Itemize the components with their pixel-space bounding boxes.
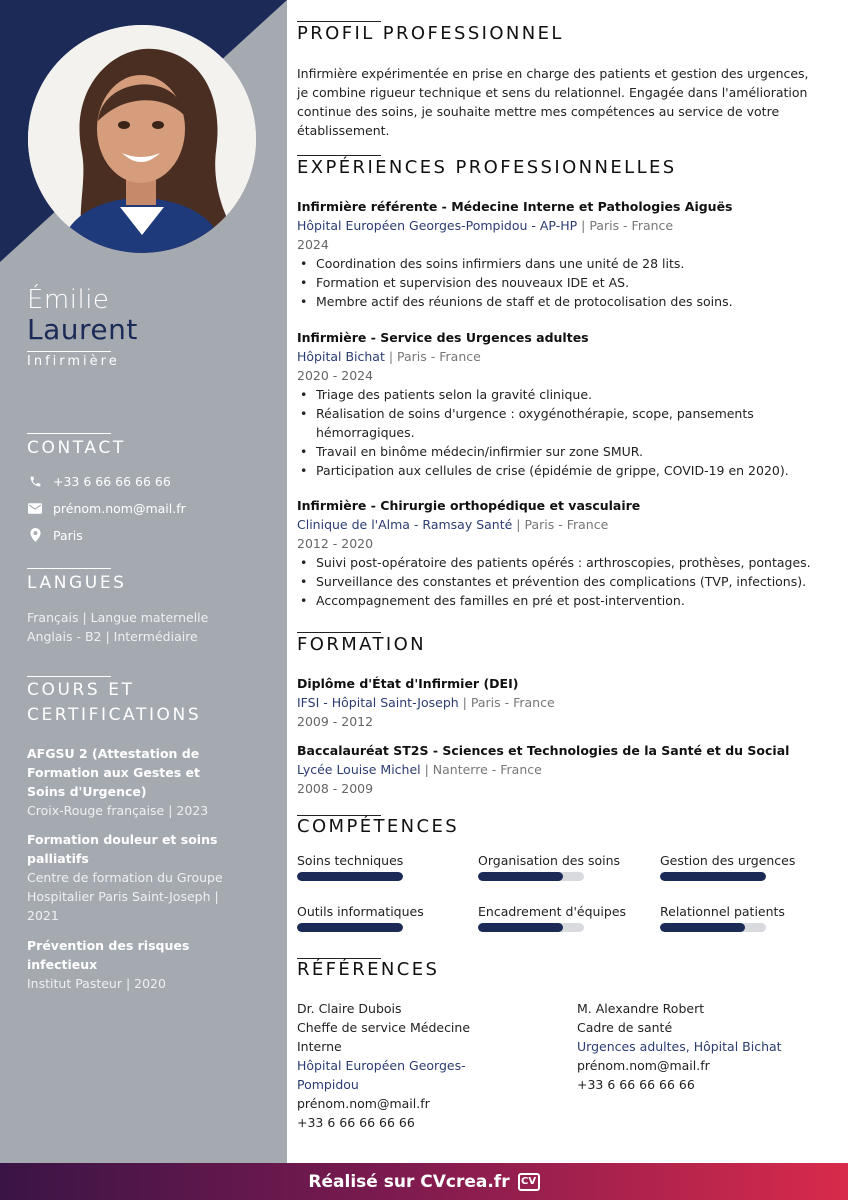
contact-phone-text: +33 6 66 66 66 66: [53, 473, 171, 489]
profile-divider: [297, 21, 381, 22]
sidebar: [0, 0, 287, 1163]
cert-item: [27, 936, 242, 993]
references-heading: RÉFÉRENCES: [297, 959, 440, 980]
experience-title: Infirmière - Service des Urgences adultes: [297, 330, 589, 345]
skill-bar: [660, 923, 766, 932]
experience-item: [297, 496, 827, 610]
languages-divider: [27, 568, 111, 569]
mail-icon: [27, 500, 43, 516]
contact-location: [27, 526, 83, 544]
skill-bar-fill: [478, 872, 563, 881]
experience-date: 2020 - 2024: [297, 368, 374, 383]
contact-email-text: prénom.nom@mail.fr: [53, 500, 186, 516]
experience-bullets: [297, 254, 827, 311]
cert-title: AFGSU 2 (Attestation de Formation aux Gestes et Soins d'Urgence): [27, 746, 200, 799]
education-school: IFSI - Hôpital Saint-Joseph: [297, 695, 459, 710]
skill-bar-fill: [660, 923, 745, 932]
experience-employer: Hôpital Européen Georges-Pompidou - AP-HP: [297, 218, 578, 233]
last-name: Laurent: [27, 313, 138, 346]
bullet-item: • Triage des patients selon la gravité clinique.: [297, 385, 827, 404]
reference-item: [297, 999, 497, 1132]
reference-role: Cheffe de service Médecine Interne: [297, 1020, 471, 1054]
skill-bar-fill: [660, 872, 766, 881]
education-item: [297, 741, 827, 798]
contact-phone[interactable]: [27, 472, 171, 490]
reference-role: Cadre de santé: [577, 1020, 673, 1035]
reference-email[interactable]: prénom.nom@mail.fr: [577, 1058, 710, 1073]
languages-heading: LANGUES: [27, 573, 127, 593]
bullet-item: • Coordination des soins infirmiers dans une unité de 28 lits.: [297, 254, 827, 273]
reference-workplace: Urgences adultes, Hôpital Bichat: [577, 1039, 782, 1054]
experience-date: 2012 - 2020: [297, 536, 374, 551]
skill-item: [660, 853, 830, 881]
location-icon: [27, 527, 43, 543]
education-date: 2008 - 2009: [297, 781, 374, 796]
reference-name: Dr. Claire Dubois: [297, 1001, 402, 1016]
cert-source: Croix-Rouge française | 2023: [27, 803, 209, 818]
skill-name: Organisation des soins: [478, 853, 621, 868]
skill-bar-fill: [297, 872, 403, 881]
experience-title: Infirmière référente - Médecine Interne et Pathologies Aiguës: [297, 199, 733, 214]
experience-heading: EXPÉRIENCES PROFESSIONNELLES: [297, 157, 677, 178]
cert-title: Formation douleur et soins palliatifs: [27, 832, 218, 866]
cert-source: Institut Pasteur | 2020: [27, 976, 166, 991]
profile-summary: Infirmière expérimentée en prise en charge des patients et gestion des urgences, je combine rigueur technique et sens du relationnel. Engagée dans l'amélioration continue des soins, je souhaite mettre mes compétences au service de votre établissement.: [297, 66, 809, 138]
skill-item: [478, 853, 648, 881]
reference-item: [577, 999, 817, 1094]
skill-name: Encadrement d'équipes: [478, 904, 627, 919]
education-title: Diplôme d'État d'Infirmier (DEI): [297, 676, 519, 691]
education-location: | Paris - France: [458, 695, 555, 710]
reference-workplace: Hôpital Européen Georges-Pompidou: [297, 1058, 466, 1092]
skill-bar: [478, 872, 584, 881]
name-divider: [27, 351, 111, 352]
experience-title: Infirmière - Chirurgie orthopédique et vasculaire: [297, 498, 641, 513]
skill-item: [297, 904, 467, 932]
reference-name: M. Alexandre Robert: [577, 1001, 705, 1016]
profile-photo: [28, 25, 256, 253]
experience-date: 2024: [297, 237, 329, 252]
skill-bar: [660, 872, 766, 881]
skill-bar: [478, 923, 584, 932]
phone-icon: [27, 473, 43, 489]
education-date: 2009 - 2012: [297, 714, 374, 729]
skill-bar-fill: [297, 923, 403, 932]
cert-item: [27, 744, 242, 820]
experience-bullets: [297, 385, 827, 480]
experience-divider: [297, 155, 381, 156]
experience-bullets: [297, 553, 827, 610]
cert-item: [27, 830, 242, 925]
bullet-item: • Travail en binôme médecin/infirmier sur zone SMUR.: [297, 442, 827, 461]
bullet-item: • Participation aux cellules de crise (épidémie de grippe, COVID-19 en 2020).: [297, 461, 827, 480]
bullet-item: • Surveillance des constantes et prévention des complications (TVP, infections).: [297, 572, 827, 591]
skill-item: [660, 904, 830, 932]
contact-email[interactable]: [27, 499, 186, 517]
bullet-item: • Suivi post-opératoire des patients opérés : arthroscopies, prothèses, pontages.: [297, 553, 827, 572]
experience-employer: Hôpital Bichat: [297, 349, 385, 364]
experience-employer: Clinique de l'Alma - Ramsay Santé: [297, 517, 513, 532]
reference-phone[interactable]: +33 6 66 66 66 66: [577, 1077, 695, 1092]
bullet-item: • Membre actif des réunions de staff et de protocolisation des soins.: [297, 292, 827, 311]
first-name: Émilie: [27, 285, 110, 315]
bullet-item: • Accompagnement des familles en pré et post-intervention.: [297, 591, 827, 610]
skills-heading: COMPÉTENCES: [297, 816, 460, 837]
certs-heading-line2: CERTIFICATIONS: [27, 705, 202, 725]
experience-location: | Paris - France: [384, 349, 481, 364]
skill-bar: [297, 872, 403, 881]
certs-divider: [27, 676, 111, 677]
education-school: Lycée Louise Michel: [297, 762, 421, 777]
profile-heading: PROFIL PROFESSIONNEL: [297, 23, 564, 44]
cv-logo-icon: CV: [518, 1173, 540, 1191]
skill-bar-fill: [478, 923, 563, 932]
skill-name: Relationnel patients: [660, 904, 785, 919]
bullet-item: • Réalisation de soins d'urgence : oxygénothérapie, scope, pansements hémorragiques.: [297, 404, 767, 442]
footer-text: Réalisé sur CVcrea.fr: [308, 1171, 510, 1192]
experience-location: | Paris - France: [577, 218, 674, 233]
contact-divider: [27, 433, 111, 434]
education-location: | Nanterre - France: [420, 762, 542, 777]
skill-bar: [297, 923, 403, 932]
cert-title: Prévention des risques infectieux: [27, 938, 190, 972]
skill-item: [297, 853, 467, 881]
cert-source: Centre de formation du Groupe Hospitalier Paris Saint-Joseph | 2021: [27, 870, 223, 923]
language-item: Français | Langue maternelle: [27, 610, 209, 625]
education-heading: FORMATION: [297, 634, 427, 655]
experience-item: [297, 197, 827, 311]
job-title: Infirmière: [27, 354, 120, 369]
skill-name: Soins techniques: [297, 853, 404, 868]
education-title: Baccalauréat ST2S - Sciences et Technologies de la Santé et du Social: [297, 743, 790, 758]
footer-banner[interactable]: [0, 1163, 848, 1200]
language-item: Anglais - B2 | Intermédiaire: [27, 629, 198, 644]
reference-email[interactable]: prénom.nom@mail.fr: [297, 1096, 430, 1111]
certs-heading-line1: COURS ET: [27, 680, 135, 700]
education-divider: [297, 632, 381, 633]
education-item: [297, 674, 827, 731]
reference-phone[interactable]: +33 6 66 66 66 66: [297, 1115, 415, 1130]
skill-item: [478, 904, 648, 932]
bullet-item: • Formation et supervision des nouveaux IDE et AS.: [297, 273, 827, 292]
contact-heading: CONTACT: [27, 438, 126, 458]
experience-location: | Paris - France: [512, 517, 609, 532]
experience-item: [297, 328, 827, 480]
contact-location-text: Paris: [53, 527, 83, 543]
skill-name: Gestion des urgences: [660, 853, 796, 868]
skill-name: Outils informatiques: [297, 904, 424, 919]
